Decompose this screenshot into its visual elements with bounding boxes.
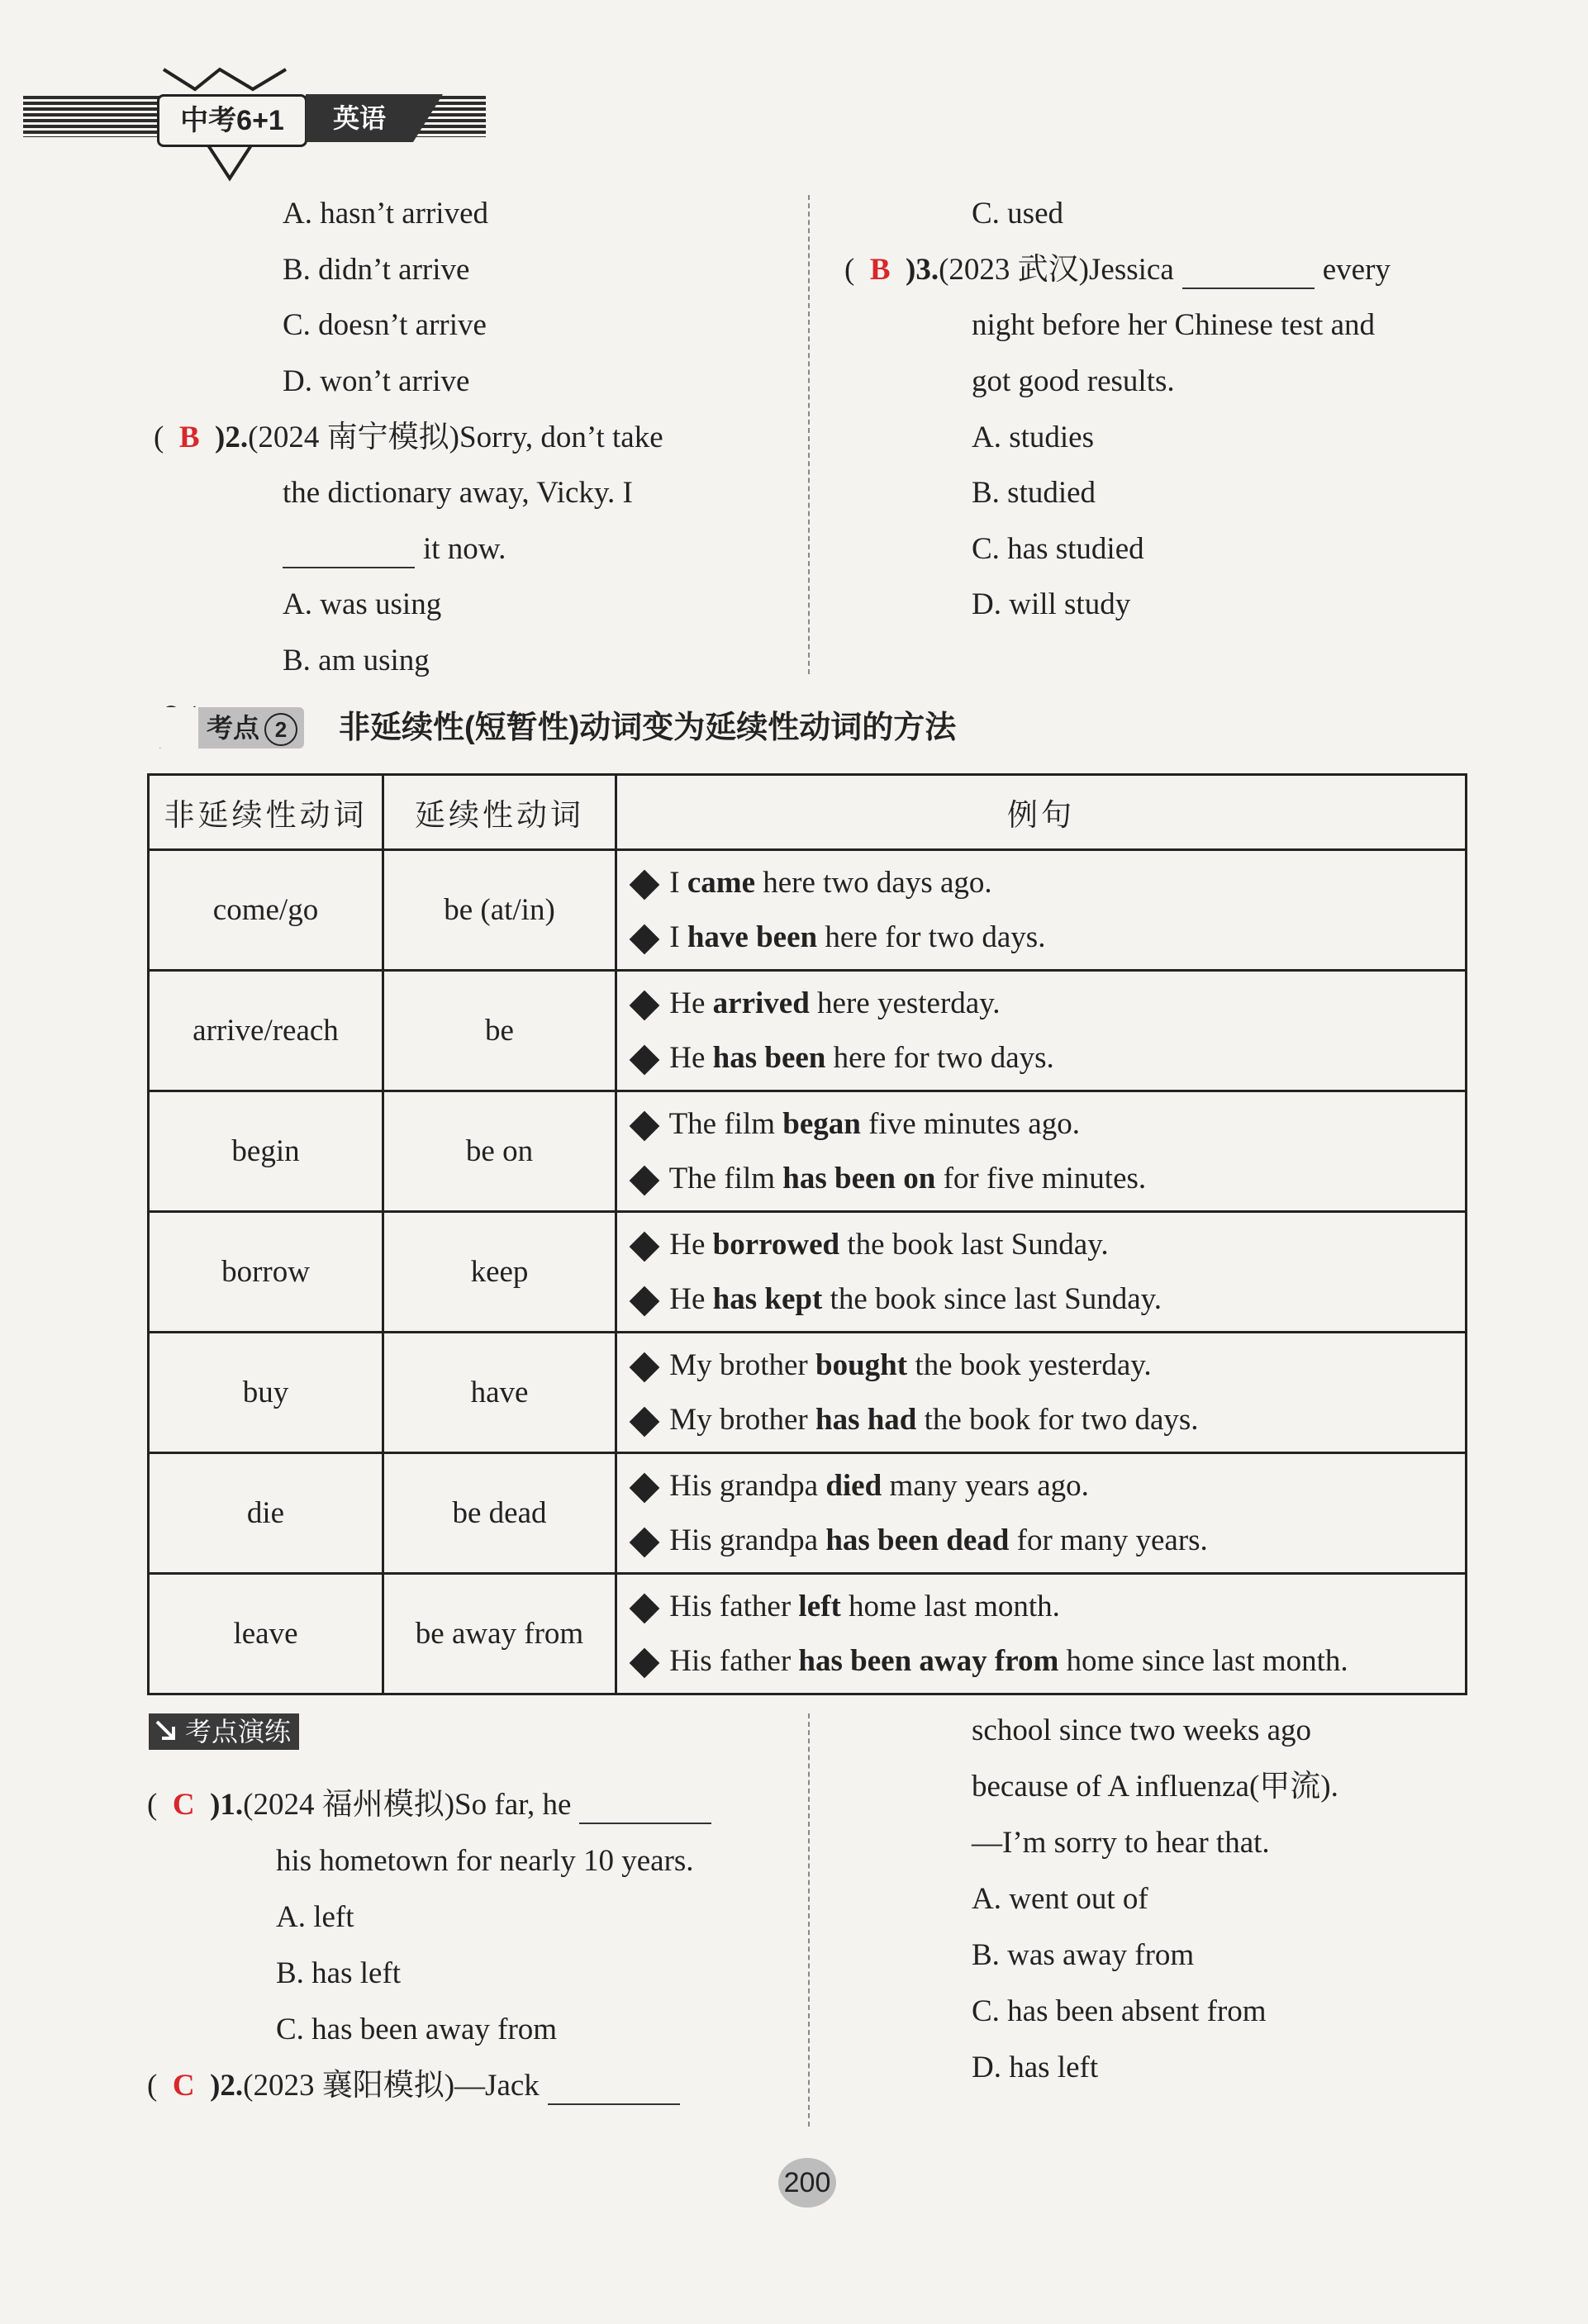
durative-verb: be — [383, 971, 616, 1091]
header-chevron-icon — [205, 142, 254, 183]
practice-option-2a: A. went out of — [972, 1882, 1148, 1916]
answer-blank[interactable] — [548, 2075, 680, 2105]
table-row — [149, 1091, 1467, 1212]
diamond-bullet-icon — [630, 870, 660, 901]
practice-option-1a: A. left — [276, 1900, 354, 1934]
option-2a: A. was using — [283, 587, 442, 621]
diamond-bullet-icon — [630, 1045, 660, 1076]
option-1a: A. hasn’t arrived — [283, 197, 488, 230]
durative-verb: be dead — [383, 1453, 616, 1574]
diamond-bullet-icon — [630, 1166, 660, 1196]
table-row — [149, 1574, 1467, 1694]
table-row — [149, 850, 1467, 971]
q2-stem-line2: the dictionary away, Vicky. I — [283, 476, 633, 510]
non-durative-verb: arrive/reach — [149, 971, 383, 1091]
practice-option-1c: C. has been away from — [276, 2013, 558, 2046]
table-row — [149, 971, 1467, 1091]
non-durative-verb: buy — [149, 1333, 383, 1453]
diamond-bullet-icon — [630, 1111, 660, 1142]
question-3: ( B )3.(2023 武汉)Jessica every — [844, 251, 1391, 289]
diamond-bullet-icon — [630, 1473, 660, 1504]
answer-3: B — [869, 253, 891, 287]
non-durative-verb: begin — [149, 1091, 383, 1212]
non-durative-verb: come/go — [149, 850, 383, 971]
diamond-bullet-icon — [630, 1594, 660, 1624]
non-durative-verb: leave — [149, 1574, 383, 1694]
series-badge: 中考6+1 — [157, 94, 307, 147]
header-logo-icon — [162, 64, 302, 97]
example-cell: I came here two days ago. I have been here for two days. — [616, 850, 1467, 971]
diamond-bullet-icon — [630, 924, 660, 955]
non-durative-verb: borrow — [149, 1212, 383, 1333]
practice-answer-2: C — [172, 2069, 195, 2103]
answer-blank[interactable] — [283, 539, 415, 568]
source-3: (2023 武汉) — [939, 253, 1089, 287]
section-badge: 考点 2 — [157, 707, 304, 749]
practice-source-1: (2024 福州模拟) — [243, 1788, 455, 1822]
table-row — [149, 1453, 1467, 1574]
practice-option-2d: D. has left — [972, 2051, 1099, 2084]
table-row — [149, 1333, 1467, 1453]
header-non-durative: 非延续性动词 — [149, 775, 383, 850]
arrow-corner-icon — [154, 1718, 178, 1743]
answer-blank[interactable] — [1182, 259, 1315, 289]
practice-q2-cont1: school since two weeks ago — [972, 1713, 1312, 1747]
option-1c: C. doesn’t arrive — [283, 308, 487, 342]
non-durative-verb: die — [149, 1453, 383, 1574]
column-divider — [808, 1713, 810, 2127]
practice-option-2b: B. was away from — [972, 1938, 1195, 1972]
practice-question-1: ( C )1.(2024 福州模拟)So far, he — [147, 1786, 720, 1824]
diamond-bullet-icon — [630, 1648, 660, 1679]
table-row — [149, 1212, 1467, 1333]
practice-option-2c: C. has been absent from — [972, 1994, 1267, 2028]
header-durative: 延续性动词 — [383, 775, 616, 850]
practice-option-1b: B. has left — [276, 1956, 402, 1990]
practice-question-2: ( C )2.(2023 襄阳模拟)—Jack — [147, 2067, 688, 2105]
question-2: ( B )2.(2024 南宁模拟)Sorry, don’t take — [154, 421, 663, 454]
option-3c: C. has studied — [972, 532, 1144, 566]
practice-heading: 考点演练 — [149, 1713, 299, 1750]
example-cell: His grandpa died many years ago. His grandpa has been dead for many years. — [616, 1453, 1467, 1574]
diamond-bullet-icon — [630, 1232, 660, 1262]
durative-verb: be (at/in) — [383, 850, 616, 971]
diamond-bullet-icon — [630, 1352, 660, 1383]
q3-stem-line2: night before her Chinese test and — [972, 308, 1376, 342]
option-1b: B. didn’t arrive — [283, 253, 470, 287]
example-cell: My brother bought the book yesterday. My brother has had the book for two days. — [616, 1333, 1467, 1453]
option-2b: B. am using — [283, 644, 430, 677]
durative-verb: be away from — [383, 1574, 616, 1694]
q3-stem-line3: got good results. — [972, 364, 1175, 398]
practice-q2-cont3: —I’m sorry to hear that. — [972, 1826, 1270, 1860]
diamond-bullet-icon — [630, 1286, 660, 1317]
durative-verb: have — [383, 1333, 616, 1453]
diamond-bullet-icon — [630, 1407, 660, 1438]
column-divider — [808, 195, 810, 674]
page-number: 200 — [778, 2158, 836, 2208]
q2-stem-line3: it now. — [283, 530, 506, 568]
example-cell: He borrowed the book last Sunday. He has kept the book since last Sunday. — [616, 1212, 1467, 1333]
answer-blank[interactable] — [579, 1794, 711, 1824]
practice-q2-cont2: because of A influenza(甲流). — [972, 1770, 1338, 1804]
durative-verb: keep — [383, 1212, 616, 1333]
option-3b: B. studied — [972, 476, 1096, 510]
table-header-row — [149, 775, 1467, 850]
example-cell: He arrived here yesterday. He has been here for two days. — [616, 971, 1467, 1091]
section-number: 2 — [264, 713, 297, 746]
example-cell: His father left home last month. His father has been away from home since last month. — [616, 1574, 1467, 1694]
option-3a: A. studies — [972, 421, 1094, 454]
practice-q1-line2: his hometown for nearly 10 years. — [276, 1844, 694, 1878]
subject-tag: 英语 — [306, 94, 413, 142]
durative-verb: be on — [383, 1091, 616, 1212]
option-1d: D. won’t arrive — [283, 364, 470, 398]
source-2: (2024 南宁模拟) — [248, 421, 459, 454]
diamond-bullet-icon — [630, 1528, 660, 1558]
option-3d: D. will study — [972, 587, 1131, 621]
diamond-bullet-icon — [630, 991, 660, 1021]
answer-2: B — [178, 421, 200, 454]
header-example: 例句 — [616, 775, 1467, 850]
section-title: 非延续性(短暂性)动词变为延续性动词的方法 — [339, 711, 957, 745]
example-cell: The film began five minutes ago. The film has been on for five minutes. — [616, 1091, 1467, 1212]
grammar-table — [147, 773, 1467, 1695]
practice-answer-1: C — [172, 1788, 195, 1822]
option-prev-c: C. used — [972, 197, 1063, 230]
practice-source-2: (2023 襄阳模拟) — [243, 2069, 455, 2103]
